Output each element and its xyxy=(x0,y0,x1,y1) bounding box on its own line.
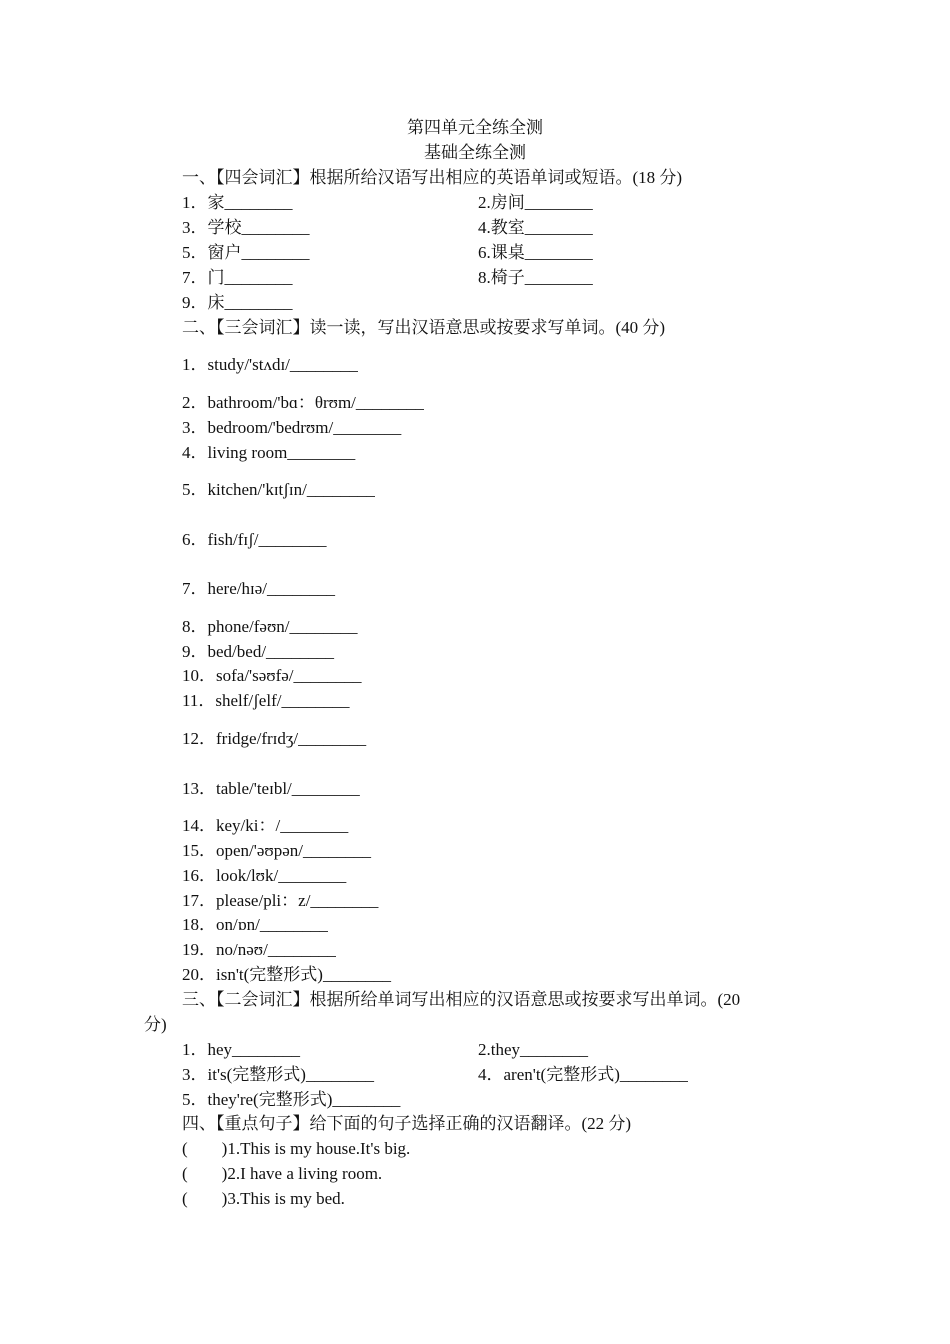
phonetic-item: 9．bed/bed/________ xyxy=(182,642,335,661)
word-item: 5．they're(完整形式)________ xyxy=(182,1090,401,1109)
phonetic-item: 16．look/lʊk/________ xyxy=(182,866,347,885)
phonetic-item: 15．open/'əʊpən/________ xyxy=(182,841,371,860)
word-item: 3．it's(完整形式)________ xyxy=(182,1065,374,1084)
vocab-item: 4.教室________ xyxy=(478,218,593,237)
phonetic-item: 12．fridge/frɪdʒ/________ xyxy=(182,729,367,748)
phonetic-item: 10．sofa/'səʊfə/________ xyxy=(182,666,362,685)
phonetic-item: 14．key/ki：/________ xyxy=(182,816,349,835)
vocab-item: 1．家________ xyxy=(182,193,293,212)
phonetic-item: 18．on/ɒn/________ xyxy=(182,915,328,934)
vocab-item: 9．床________ xyxy=(182,293,293,312)
word-item: 2.they________ xyxy=(478,1040,589,1059)
section-2-heading: 二、【三会词汇】读一读，写出汉语意思或按要求写单词。(40 分) xyxy=(182,318,666,337)
word-item: 1．hey________ xyxy=(182,1040,301,1059)
vocab-item: 3．学校________ xyxy=(182,218,310,237)
sentence-item: ( )3.This is my bed. xyxy=(182,1189,345,1208)
phonetic-item: 5．kitchen/'kɪtʃɪn/________ xyxy=(182,480,375,499)
section-3-heading: 三、【二会词汇】根据所给单词写出相应的汉语意思或按要求写出单词。(20 xyxy=(182,990,741,1009)
phonetic-item: 7．here/hɪə/________ xyxy=(182,579,335,598)
sentence-item: ( )2.I have a living room. xyxy=(182,1164,383,1183)
page-subtitle: 基础全练全测 xyxy=(424,143,526,162)
phonetic-item: 20．isn't(完整形式)________ xyxy=(182,965,391,984)
section-1-heading: 一、【四会词汇】根据所给汉语写出相应的英语单词或短语。(18 分) xyxy=(182,168,683,187)
vocab-item: 8.椅子________ xyxy=(478,268,593,287)
page-title: 第四单元全练全测 xyxy=(407,118,543,137)
vocab-item: 6.课桌________ xyxy=(478,243,593,262)
phonetic-item: 4．living room________ xyxy=(182,443,356,462)
phonetic-item: 11．shelf/ʃelf/________ xyxy=(182,691,350,710)
phonetic-item: 13．table/'teɪbl/________ xyxy=(182,779,360,798)
vocab-item: 2.房间________ xyxy=(478,193,593,212)
section-4-heading: 四、【重点句子】给下面的句子选择正确的汉语翻译。(22 分) xyxy=(182,1114,632,1133)
word-item: 4．aren't(完整形式)________ xyxy=(478,1065,688,1084)
phonetic-item: 2．bathroom/'bɑ：θrʊm/________ xyxy=(182,393,424,412)
phonetic-item: 17．please/pli：z/________ xyxy=(182,891,379,910)
sentence-item: ( )1.This is my house.It's big. xyxy=(182,1139,411,1158)
phonetic-item: 6．fish/fɪʃ/________ xyxy=(182,530,327,549)
vocab-item: 5．窗户________ xyxy=(182,243,310,262)
phonetic-item: 3．bedroom/'bedrʊm/________ xyxy=(182,418,402,437)
phonetic-item: 19．no/nəʊ/________ xyxy=(182,940,336,959)
phonetic-item: 1．study/'stʌdɪ/________ xyxy=(182,355,358,374)
vocab-item: 7．门________ xyxy=(182,268,293,287)
phonetic-item: 8．phone/fəʊn/________ xyxy=(182,617,358,636)
section-3-heading-continued: 分) xyxy=(144,1015,167,1034)
